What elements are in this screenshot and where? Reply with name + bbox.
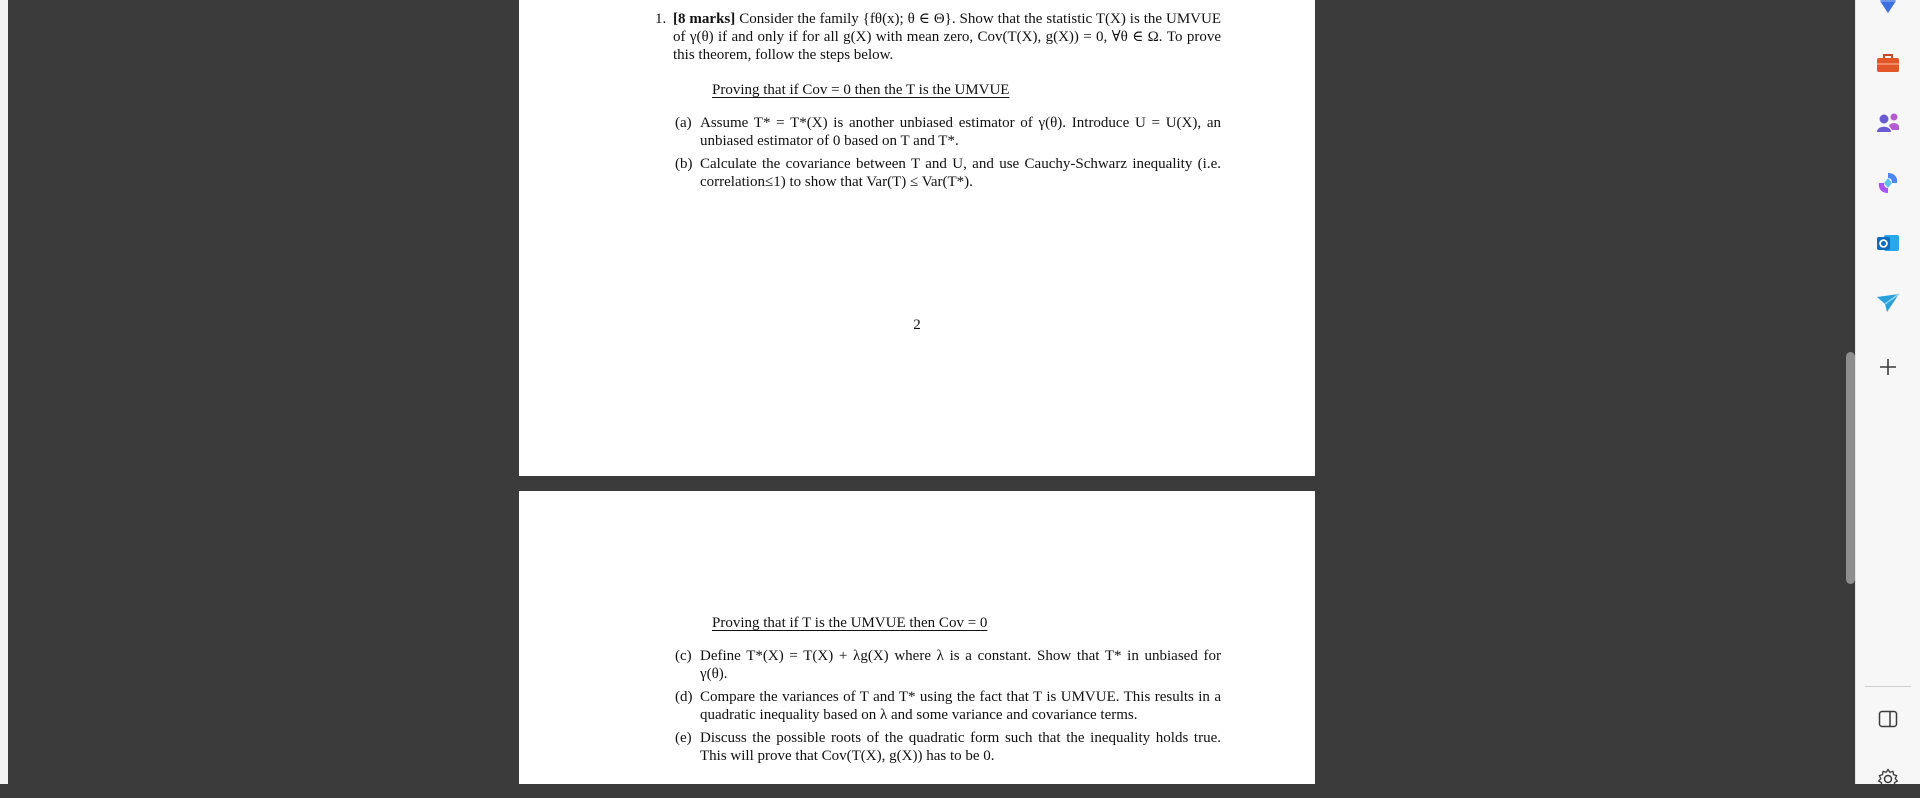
sidebar-divider (1865, 686, 1911, 687)
list-item-a (675, 114, 1221, 150)
list-item-e (675, 729, 1221, 765)
left-window-edge (0, 0, 8, 784)
send-icon[interactable] (1869, 284, 1907, 322)
item-label: (d) (675, 689, 693, 705)
diamond-icon[interactable] (1869, 0, 1907, 24)
question-1 (655, 10, 1221, 64)
question-number: 1. (655, 11, 667, 27)
pdf-page-1 (519, 0, 1315, 476)
item-label: (e) (675, 730, 692, 746)
item-text: Assume T* = T*(X) is another unbiased estimator of γ(θ). Introduce U = U(X), an unbiased estimator of 0 based on T and T*. (700, 115, 1221, 149)
pdf-viewer[interactable] (8, 0, 1855, 784)
scrollbar-thumb[interactable] (1846, 352, 1855, 584)
copilot-icon[interactable] (1869, 164, 1907, 202)
add-icon[interactable] (1869, 348, 1907, 386)
pdf-page-2 (519, 491, 1315, 784)
list-item-d (675, 688, 1221, 724)
edge-sidebar (1855, 0, 1920, 784)
briefcase-icon[interactable] (1869, 44, 1907, 82)
settings-icon[interactable] (1869, 760, 1907, 798)
page-number: 2 (913, 317, 921, 333)
item-text: Define T*(X) = T(X) + λg(X) where λ is a constant. Show that T* in unbiased for γ(θ). (700, 648, 1221, 682)
question-text: Consider the family {fθ(x); θ ∈ Θ}. Show that the statistic T(X) is the UMVUE of γ(θ) if and only if for all g(X) with mean zero, Cov(T(X), g(X)) = 0, ∀θ ∈ Ω. To prove this theorem, follow the steps below. (673, 11, 1221, 63)
section-title-1: Proving that if Cov = 0 then the T is the UMVUE (712, 82, 1010, 98)
item-label: (c) (675, 648, 692, 664)
list-item-c (675, 647, 1221, 683)
item-label: (b) (675, 156, 693, 172)
question-marks: [8 marks] (673, 11, 736, 27)
item-text: Discuss the possible roots of the quadratic form such that the inequality holds true. This will prove that Cov(T(X), g(X)) has to be 0. (700, 730, 1221, 764)
section-title-2: Proving that if T is the UMVUE then Cov = 0 (712, 615, 988, 631)
split-view-icon[interactable] (1869, 700, 1907, 738)
list-item-b (675, 155, 1221, 191)
item-text: Calculate the covariance between T and U, and use Cauchy-Schwarz inequality (i.e. correlation≤1) to show that Var(T) ≤ Var(T*). (700, 156, 1221, 190)
item-text: Compare the variances of T and T* using the fact that T is UMVUE. This results in a quadratic inequality based on λ and some variance and covariance terms. (700, 689, 1221, 723)
item-label: (a) (675, 115, 692, 131)
outlook-icon[interactable] (1869, 224, 1907, 262)
people-icon[interactable] (1869, 104, 1907, 142)
